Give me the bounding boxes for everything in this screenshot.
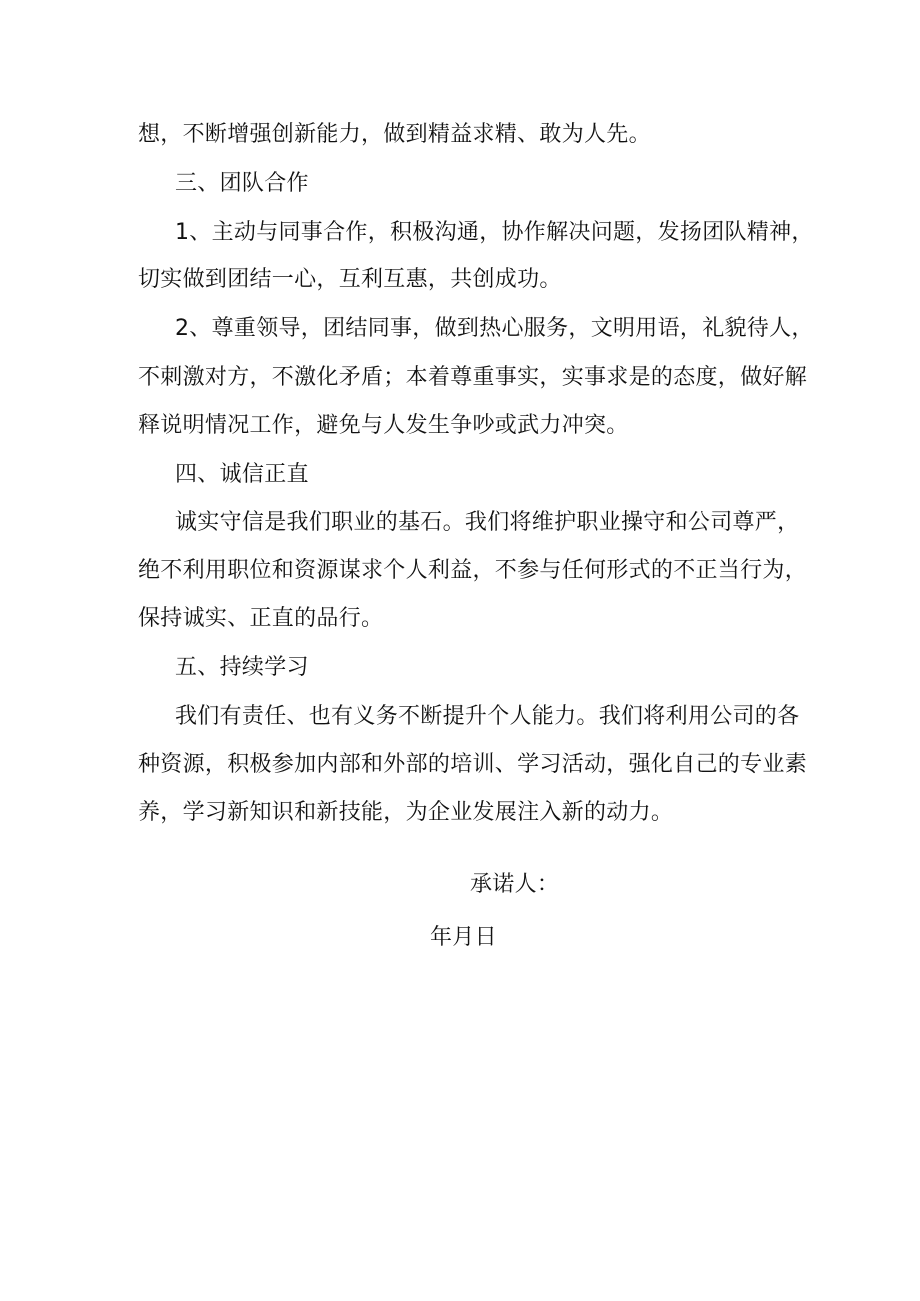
section-heading-team: 三、团队合作 — [175, 171, 309, 196]
paragraph-line: 想，不断增强创新能力，做到精益求精、敢为人先。 — [138, 122, 651, 147]
paragraph-line: 不刺激对方，不激化矛盾；本着尊重事实，实事求是的态度，做好解 — [138, 365, 808, 390]
paragraph-line: 养，学习新知识和新技能，为企业发展注入新的动力。 — [138, 800, 674, 825]
paragraph-line: 切实做到团结一心，互利互惠，共创成功。 — [138, 267, 562, 292]
paragraph-line: 1、主动与同事合作，积极沟通，协作解决问题，发扬团队精神， — [175, 220, 814, 245]
paragraph-line: 释说明情况工作，避免与人发生争吵或武力冲突。 — [138, 413, 629, 438]
signature-label: 承诺人： — [470, 872, 560, 897]
paragraph-line: 绝不利用职位和资源谋求个人利益，不参与任何形式的不正当行为， — [138, 558, 808, 583]
paragraph-line: 我们有责任、也有义务不断提升个人能力。我们将利用公司的各 — [175, 704, 800, 729]
section-heading-learning: 五、持续学习 — [175, 655, 309, 680]
section-heading-integrity: 四、诚信正直 — [175, 462, 309, 487]
date-label: 年月日 — [430, 925, 497, 950]
paragraph-line: 保持诚实、正直的品行。 — [138, 606, 384, 631]
paragraph-line: 种资源，积极参加内部和外部的培训、学习活动，强化自己的专业素 — [138, 752, 808, 777]
paragraph-line: 2、尊重领导，团结同事，做到热心服务，文明用语，礼貌待人， — [175, 316, 814, 341]
paragraph-line: 诚实守信是我们职业的基石。我们将维护职业操守和公司尊严， — [175, 510, 800, 535]
